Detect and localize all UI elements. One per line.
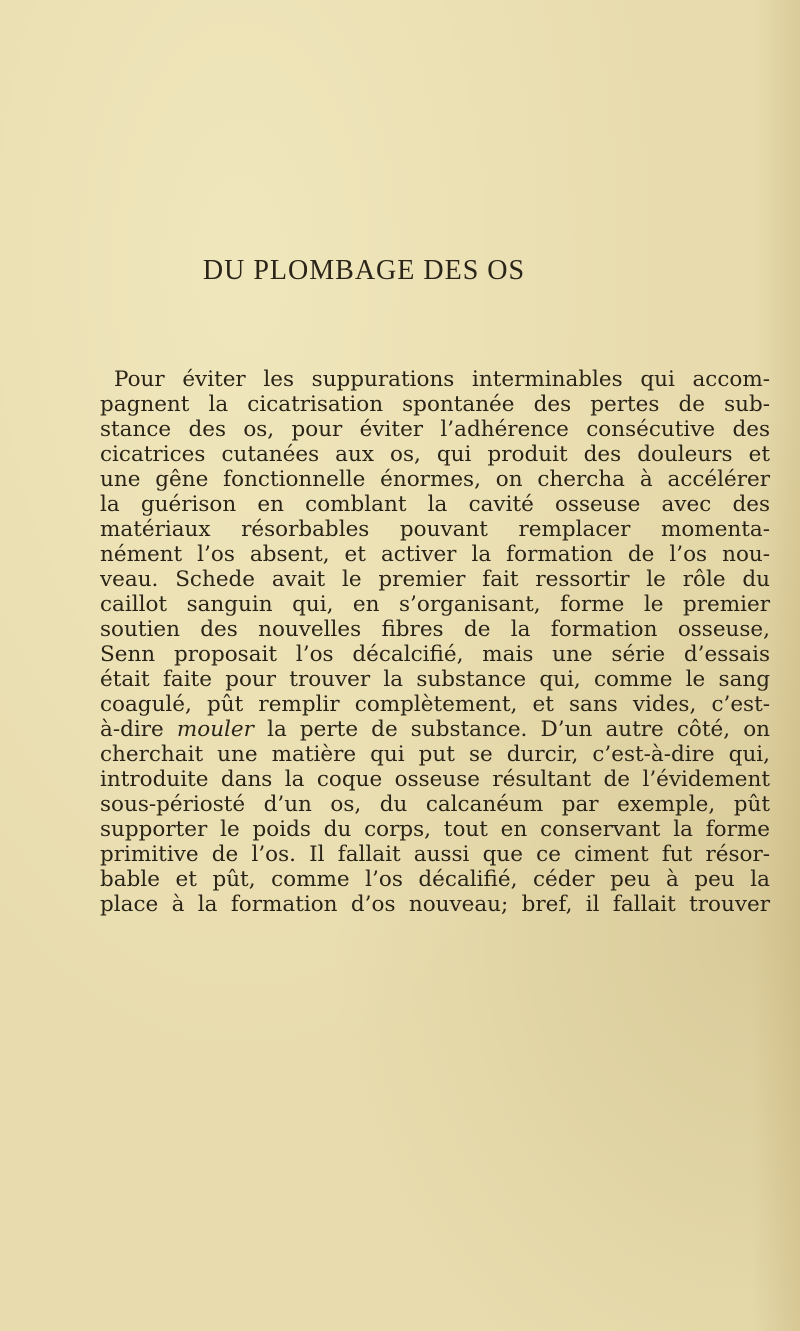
text-line: supporter le poids du corps, tout en conservant la forme <box>100 817 770 842</box>
text-line: cicatrices cutanées aux os, qui produit des douleurs et <box>100 442 770 467</box>
chapter-title: DU PLOMBAGE DES OS <box>202 255 526 286</box>
text-line-with-italic <box>100 717 770 742</box>
text-line: caillot sanguin qui, en s’organisant, forme le premier <box>100 592 770 617</box>
text-segment: à-dire <box>100 717 177 742</box>
text-line: Senn proposait l’os décalcifié, mais une série d’essais <box>100 642 770 667</box>
text-line: une gêne fonctionnelle énormes, on chercha à accélérer <box>100 467 770 492</box>
text-line: cherchait une matière qui put se durcir, c’est-à-dire qui, <box>100 742 770 767</box>
text-line: pagnent la cicatrisation spontanée des pertes de sub- <box>100 392 770 417</box>
italic-word: mouler <box>176 717 254 742</box>
text-line: place à la formation d’os nouveau; bref, il fallait trouver <box>100 892 770 917</box>
text-line: était faite pour trouver la substance qui, comme le sang <box>100 667 770 692</box>
text-line: veau. Schede avait le premier fait ressortir le rôle du <box>100 567 770 592</box>
body-paragraph <box>100 367 770 917</box>
text-line: coagulé, pût remplir complètement, et sans vides, c’est- <box>100 692 770 717</box>
text-line: Pour éviter les suppurations interminables qui accom- <box>114 367 770 392</box>
text-line: stance des os, pour éviter l’adhérence consécutive des <box>100 417 770 442</box>
text-line: sous-périosté d’un os, du calcanéum par exemple, pût <box>100 792 770 817</box>
text-line: introduite dans la coque osseuse résultant de l’évidement <box>100 767 770 792</box>
text-line: primitive de l’os. Il fallait aussi que ce ciment fut résor- <box>100 842 770 867</box>
text-segment: la perte de substance. D’un autre côté, on <box>253 717 771 742</box>
text-line: nément l’os absent, et activer la formation de l’os nou- <box>100 542 770 567</box>
text-line: la guérison en comblant la cavité osseuse avec des <box>100 492 770 517</box>
text-line: soutien des nouvelles fibres de la formation osseuse, <box>100 617 770 642</box>
text-line: bable et pût, comme l’os décalifié, céder peu à peu la <box>100 867 770 892</box>
text-line: matériaux résorbables pouvant remplacer momenta- <box>100 517 770 542</box>
